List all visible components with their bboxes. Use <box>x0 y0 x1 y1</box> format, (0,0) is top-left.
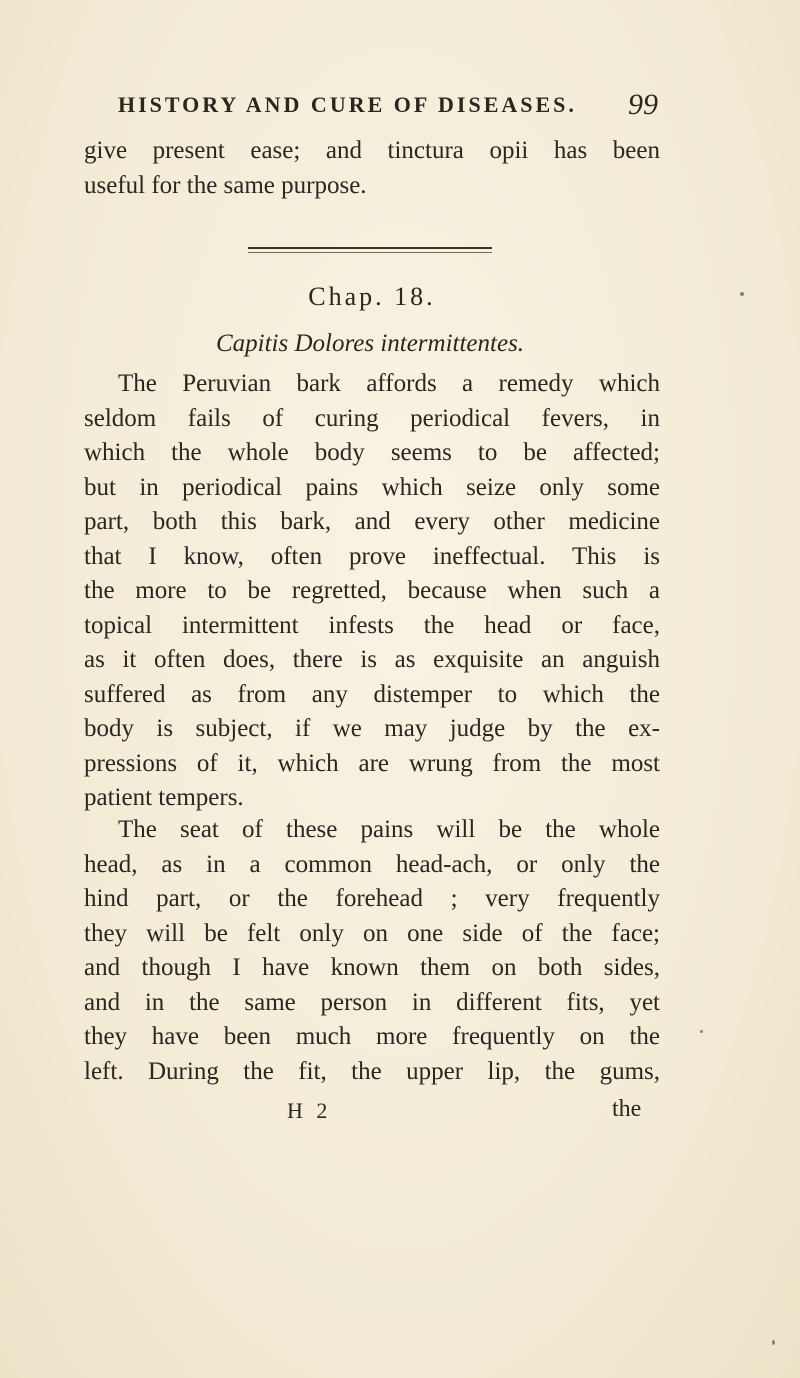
text-line: part, both this bark, and every other medicine <box>84 508 660 535</box>
text-line: seldom fails of curing periodical fevers, in <box>84 404 660 432</box>
text-line: suffered as from any distemper to which the <box>84 680 660 708</box>
text-line: that I know, often prove ineffectual. This is <box>84 542 660 570</box>
text-line: useful for the same purpose. <box>84 171 367 199</box>
text-line: topical intermittent infests the head or face, <box>84 611 660 639</box>
text-line: they have been much more frequently on the <box>84 1023 660 1050</box>
running-title: HISTORY AND CURE OF DISEASES. <box>118 92 577 117</box>
text-line: head, as in a common head-ach, or only the <box>84 850 660 878</box>
chapter-title: Capitis Dolores intermittentes. <box>215 330 525 357</box>
signature-mark: H 2 <box>287 1098 332 1123</box>
text-line: The Peruvian bark affords a remedy which <box>118 370 660 397</box>
text-line: they will be felt only on one side of the face; <box>84 919 660 947</box>
chapter-rule-top <box>248 247 492 249</box>
text-line: and in the same person in different fits, yet <box>84 988 660 1016</box>
text-line: give present ease; and tinctura opii has been <box>84 137 660 164</box>
catchword: the <box>612 1096 642 1122</box>
text-line: the more to be regretted, because when such a <box>84 577 660 604</box>
paper-speck <box>700 1030 703 1033</box>
text-line: but in periodical pains which seize only some <box>84 473 660 501</box>
text-line: The seat of these pains will be the whole <box>118 816 660 843</box>
opening-text <box>84 134 660 203</box>
chapter-heading: Chap. 18. <box>308 282 436 311</box>
text-line: and though I have known them on both sides, <box>84 954 660 981</box>
text-line: body is subject, if we may judge by the ex- <box>84 715 660 742</box>
text-line: which the whole body seems to be affected; <box>84 439 660 466</box>
text-line: patient tempers. <box>84 784 244 811</box>
paragraph-1 <box>84 367 660 816</box>
text-line: as it often does, there is as exquisite an anguish <box>84 646 660 673</box>
text-line: left. During the fit, the upper lip, the gums, <box>84 1057 660 1085</box>
text-line: pressions of it, which are wrung from the most <box>84 749 660 777</box>
paper-speck <box>772 1340 775 1345</box>
page-number: 99 <box>628 88 658 121</box>
paper-speck <box>740 292 744 296</box>
running-head <box>118 88 658 128</box>
text-line: hind part, or the forehead ; very frequently <box>84 885 660 912</box>
paragraph-2 <box>84 813 660 1089</box>
chapter-rule-bottom <box>248 252 492 253</box>
